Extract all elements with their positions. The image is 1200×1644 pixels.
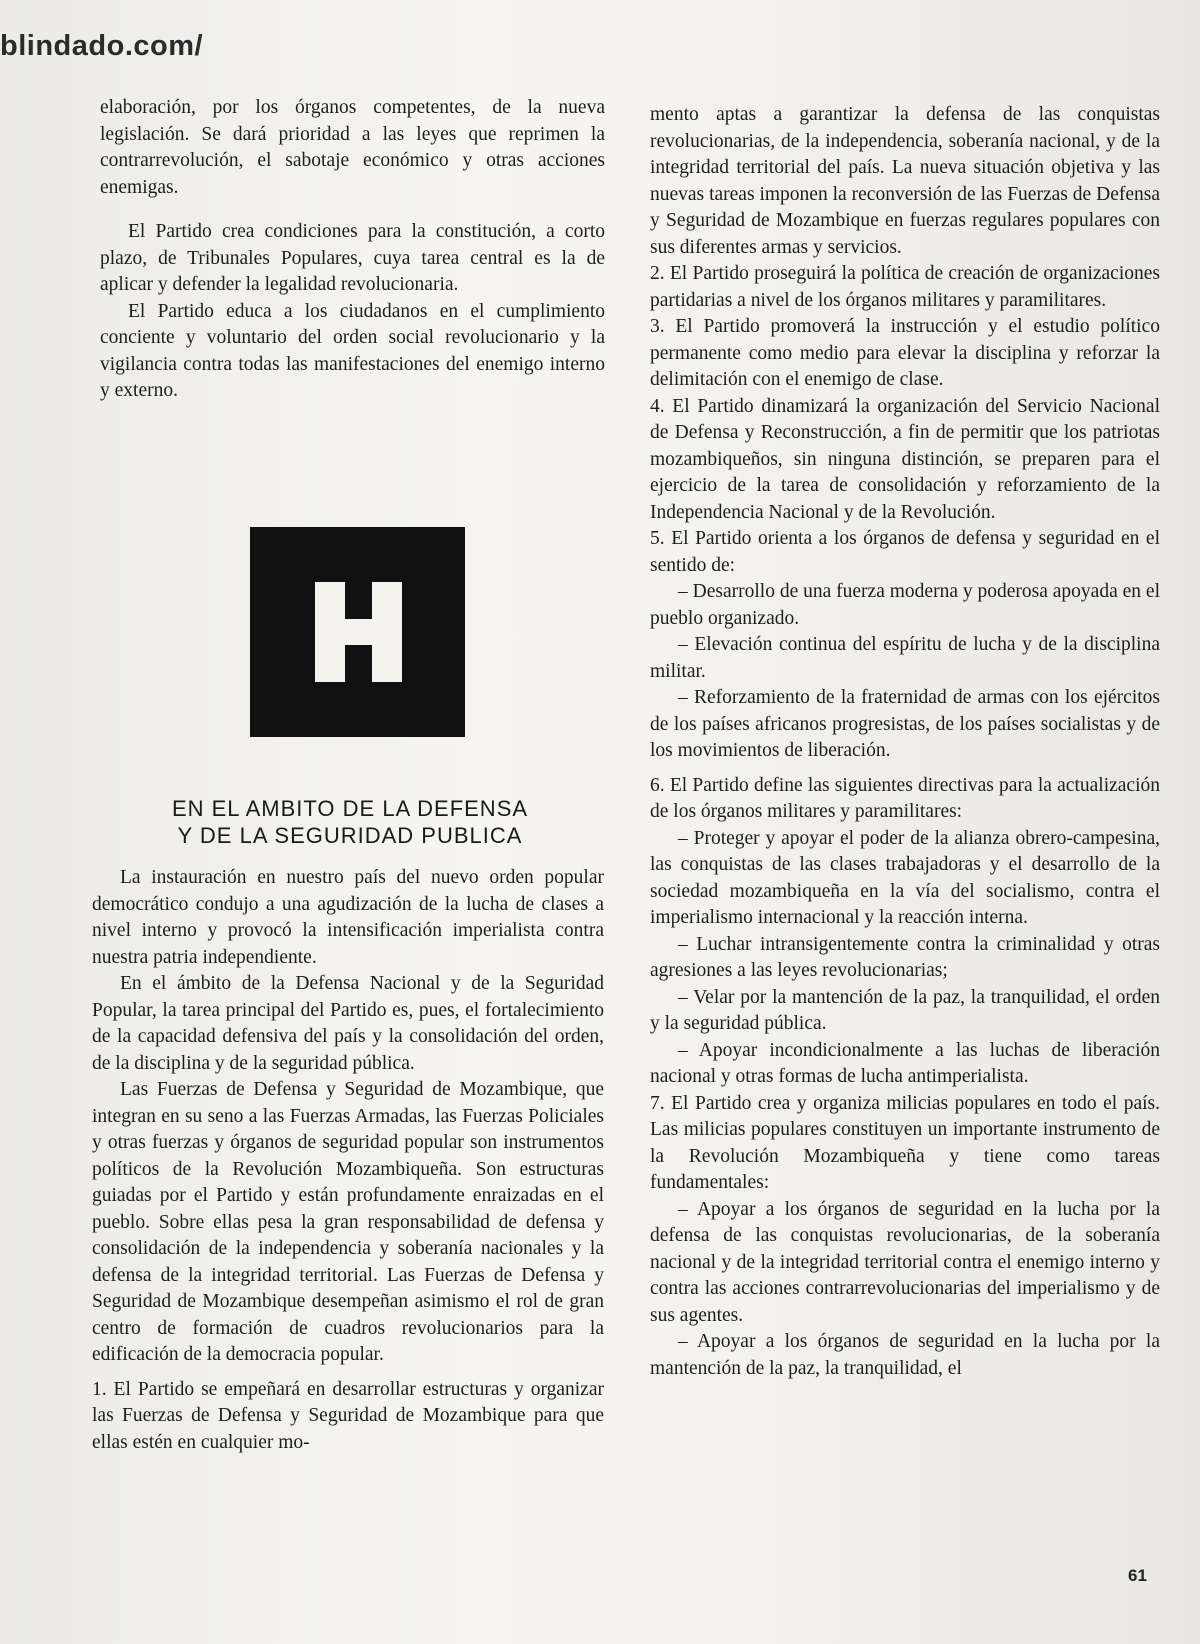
h-logo xyxy=(250,527,465,737)
paragraph: elaboración, por los órganos competentes, de la nueva legislación. Se dará prioridad a las leyes que reprimen la contrarrevolución, el sabotaje económico y otras acciones enemigas. xyxy=(100,97,605,198)
paragraph: 2. El Partido proseguirá la política de creación de organizaciones partidarias a nivel de los órganos militares y paramilitares. xyxy=(650,263,1160,311)
paragraph: En el ámbito de la Defensa Nacional y de la Seguridad Popular, la tarea principal del Partido es, pues, el fortalecimiento de la capacidad defensiva del país y la consolidación del orden, de la disciplina y de la seguridad pública. xyxy=(92,973,604,1074)
list-item: – Luchar intransigentemente contra la criminalidad y otras agresiones a las leyes revolucionarias; xyxy=(650,933,1160,981)
paragraph: 7. El Partido crea y organiza milicias populares en todo el país. Las milicias populares constituyen un importante instrumento de la Revolución Mozambiqueña y tiene como tareas fundamentales: xyxy=(650,1092,1160,1193)
list-item: – Proteger y apoyar el poder de la alianza obrero-campesina, las conquistas de las clases trabajadoras y el desarrollo de la sociedad mozambiqueña en la vía del socialismo, contra el imperialismo internacional y la reacción interna. xyxy=(650,827,1160,928)
h-letter-icon xyxy=(250,527,465,737)
section-heading-line: EN EL AMBITO DE LA DEFENSA xyxy=(171,796,529,821)
paragraph: Las Fuerzas de Defensa y Seguridad de Mozambique, que integran en su seno a las Fuerzas Armadas, las Fuerzas Policiales y otras fuerzas y órganos de seguridad popular son instrumentos políticos de la Revolución Mozambiqueña. Son estructuras guiadas por el Partido y están profundamente enraizadas en el pueblo. Sobre ellas pesa la gran responsabilidad de defensa y consolidación de la independencia y soberanía nacionales y la defensa de la integridad territorial. Las Fuerzas de Defensa y Seguridad de Mozambique desempeñan asimismo el rol de gran centro de formación de cuadros revolucionarios para la edificación de la democracia popular. xyxy=(92,1079,604,1365)
left-column-bottom xyxy=(92,865,604,1456)
paragraph: 6. El Partido define las siguientes directivas para la actualización de los órganos militares y paramilitares: xyxy=(650,774,1160,822)
paragraph: mento aptas a garantizar la defensa de las conquistas revolucionarias, de la independencia, soberanía nacional, y de la integridad territorial del país. La nueva situación objetiva y las nuevas tareas imponen la reconversión de las Fuerzas de Defensa y Seguridad de Mozambique en fuerzas regulares populares con sus diferentes armas y servicios. xyxy=(650,104,1160,258)
logo-letter xyxy=(250,737,251,738)
list-item: – Apoyar a los órganos de seguridad en la lucha por la defensa de las conquistas revolucionarias, de la soberanía nacional y de la integridad territorial contra el enemigo interno y contra las acciones contrarrevolucionarias del imperialismo y de sus agentes. xyxy=(650,1198,1160,1326)
list-item: – Apoyar a los órganos de seguridad en la lucha por la mantención de la paz, la tranquilidad, el xyxy=(650,1331,1160,1379)
right-column xyxy=(650,102,1160,1382)
section-heading xyxy=(110,795,590,849)
list-item: – Desarrollo de una fuerza moderna y poderosa apoyada en el pueblo organizado. xyxy=(650,581,1160,629)
list-item: – Elevación continua del espíritu de lucha y de la disciplina militar. xyxy=(650,634,1160,682)
list-item: – Velar por la mantención de la paz, la tranquilidad, el orden y la seguridad pública. xyxy=(650,986,1160,1034)
list-item: – Apoyar incondicionalmente a las luchas de liberación nacional y otras formas de lucha antimperialista. xyxy=(650,1039,1160,1087)
page-number: 61 xyxy=(1128,1566,1147,1585)
watermark-text: blindado.com/ xyxy=(0,30,204,62)
paragraph: El Partido crea condiciones para la constitución, a corto plazo, de Tribunales Populares, cuya tarea central es la de aplicar y defender la legalidad revolucionaria. xyxy=(100,221,605,295)
paragraph: 5. El Partido orienta a los órganos de defensa y seguridad en el sentido de: xyxy=(650,528,1160,576)
left-column-top xyxy=(100,95,605,405)
list-item: – Reforzamiento de la fraternidad de armas con los ejércitos de los países africanos progresistas, de los países socialistas y de los movimientos de liberación. xyxy=(650,687,1160,761)
paragraph: 4. El Partido dinamizará la organización del Servicio Nacional de Defensa y Reconstrucción, a fin de permitir que los patriotas mozambiqueños, sin ninguna distinción, se preparen para el ejercicio de la tarea de consolidación y reforzamiento de la Independencia Nacional y de la Revolución. xyxy=(650,395,1160,523)
paragraph: El Partido educa a los ciudadanos en el cumplimiento conciente y voluntario del orden social revolucionario y la vigilancia contra todas las manifestaciones del enemigo interno y externo. xyxy=(100,300,605,401)
paragraph: 1. El Partido se empeñará en desarrollar estructuras y organizar las Fuerzas de Defensa y Seguridad de Mozambique para que ellas estén en cualquier mo- xyxy=(92,1378,604,1453)
section-heading-line: Y DE LA SEGURIDAD PUBLICA xyxy=(177,823,523,848)
paragraph: La instauración en nuestro país del nuevo orden popular democrático condujo a una agudización de la lucha de clases a nivel interno y provocó la intensificación imperialista contra nuestra patria independiente. xyxy=(92,867,604,968)
paragraph: 3. El Partido promoverá la instrucción y el estudio político permanente como medio para elevar la disciplina y reforzar la delimitación con el enemigo de clase. xyxy=(650,316,1160,390)
